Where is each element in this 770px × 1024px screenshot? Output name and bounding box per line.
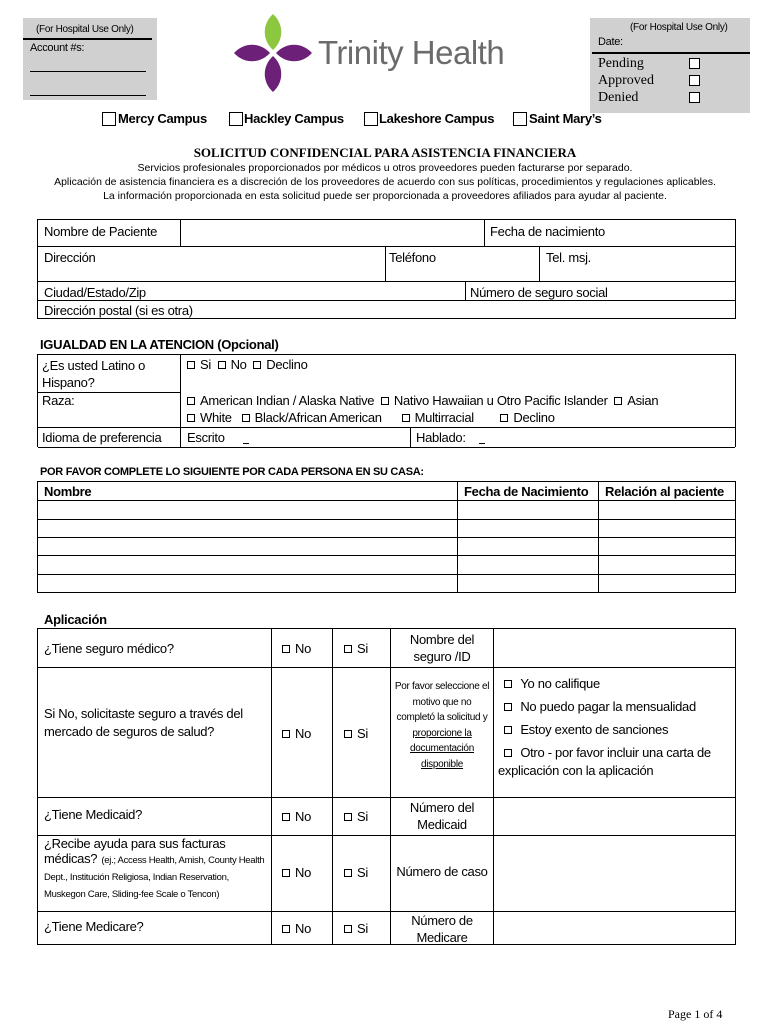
household-row[interactable] (38, 538, 735, 555)
q3-no-option: No (282, 809, 311, 824)
dob-label: Fecha de nacimiento (490, 224, 605, 239)
saint-marys-label: Saint Mary’s (529, 111, 602, 126)
reason-other: Otro - por favor incluir una carta de explicación con la aplicación (498, 745, 711, 778)
insurance-name-id-field[interactable] (494, 629, 735, 667)
race-options-row-1 (187, 393, 658, 408)
race-asian-label: Asian (627, 393, 659, 408)
lakeshore-campus-checkbox[interactable] (364, 112, 378, 126)
city-state-zip-label: Ciudad/Estado/Zip (44, 285, 146, 300)
latino-declino-label: Declino (266, 357, 308, 372)
status-denied: Denied (598, 90, 639, 105)
race-american-indian-checkbox[interactable] (187, 397, 195, 405)
address-label: Dirección (44, 250, 96, 265)
status-pending: Pending (598, 56, 644, 71)
hospital-use-title-right: (For Hospital Use Only) (630, 22, 728, 33)
msg-phone-label: Tel. msj. (546, 250, 591, 265)
latino-si-label: Si (200, 357, 211, 372)
race-multiracial-checkbox[interactable] (402, 414, 410, 422)
q-medicaid: ¿Tiene Medicaid? (44, 807, 143, 822)
latino-si-checkbox[interactable] (187, 361, 195, 369)
date-label: Date: (598, 36, 623, 48)
pending-checkbox[interactable] (689, 58, 700, 69)
case-number-field[interactable] (494, 836, 735, 911)
saint-marys-checkbox[interactable] (513, 112, 527, 126)
language-label: Idioma de preferencia (42, 430, 162, 445)
spoken-field[interactable] (479, 443, 485, 444)
case-number-label: Número de caso (396, 864, 488, 879)
trinity-cross-icon (232, 12, 314, 94)
reason-other-checkbox[interactable] (504, 749, 512, 757)
race-declino-label: Declino (513, 410, 555, 425)
medicare-number-label: Número de Medicare (411, 913, 473, 945)
account-label: Account #s: (30, 42, 85, 54)
q2-si-checkbox[interactable] (344, 730, 352, 738)
race-black-label: Black/African American (254, 410, 382, 425)
header-line-3: La información proporcionada en esta solicitud puede ser proporcionada a proveedores afiliados para ayudar al paciente. (103, 190, 667, 202)
latino-options (187, 357, 308, 372)
household-table (37, 481, 736, 593)
latino-no-checkbox[interactable] (218, 361, 226, 369)
postal-address-label: Dirección postal (si es otra) (44, 303, 193, 318)
race-white-checkbox[interactable] (187, 414, 195, 422)
q5-no-option: No (282, 921, 311, 936)
race-label: Raza: (42, 393, 75, 408)
mercy-campus-checkbox[interactable] (102, 112, 116, 126)
hospital-use-title-left: (For Hospital Use Only) (36, 24, 134, 35)
race-hawaiian-checkbox[interactable] (381, 397, 389, 405)
q2-no-option: No (282, 726, 311, 741)
patient-info-section (37, 219, 736, 319)
household-heading: POR FAVOR COMPLETE LO SIGUIENTE POR CADA PERSONA EN SU CASA: (40, 466, 424, 478)
q-medicare: ¿Tiene Medicare? (44, 919, 144, 934)
form-title: SOLICITUD CONFIDENCIAL PARA ASISTENCIA FINANCIERA (193, 145, 577, 160)
application-table (37, 628, 736, 945)
q4-no-option: No (282, 865, 311, 880)
header-line-1: Servicios profesionales proporcionados por médicos u otros proveedores pueden facturarse por separado. (137, 162, 633, 174)
race-multiracial-label: Multirracial (414, 410, 474, 425)
q3-si-option: Si (344, 809, 368, 824)
hackley-campus-label: Hackley Campus (244, 111, 344, 126)
q4-si-checkbox[interactable] (344, 869, 352, 877)
instructions-text: Por favor seleccione el motivo que no completó la solicitud y (394, 681, 490, 723)
q5-si-option: Si (344, 921, 368, 936)
account-line-2[interactable] (30, 95, 146, 96)
lakeshore-campus-label: Lakeshore Campus (379, 111, 495, 126)
marketplace-instructions (394, 679, 490, 772)
q-health-insurance: ¿Tiene seguro médico? (44, 641, 174, 656)
logo-text: Trinity Health (318, 34, 505, 71)
q-bill-assistance-text: ¿Recibe ayuda para sus facturas médicas? (44, 836, 226, 866)
reason-cannot-pay: No puedo pagar la mensualidad (498, 695, 730, 718)
equality-section (37, 354, 736, 447)
denied-checkbox[interactable] (689, 92, 700, 103)
race-declino-checkbox[interactable] (500, 414, 508, 422)
equality-heading: IGUALDAD EN LA ATENCION (Opcional) (40, 337, 279, 352)
q3-si-checkbox[interactable] (344, 813, 352, 821)
latino-question: ¿Es usted Latino o Hispano? (42, 358, 145, 390)
latino-no-label: No (230, 357, 247, 372)
q4-no-checkbox[interactable] (282, 869, 290, 877)
race-hawaiian-label: Nativo Hawaiian u Otro Pacific Islander (393, 393, 608, 408)
q-bill-assistance-examples: (ej.; Access Health, Amish, County Health Dept., Institución Religiosa, Indian Reservation, Muskegon Care, Sliding-fee Scale o Tencon) (44, 855, 265, 900)
household-col-name: Nombre (44, 484, 92, 499)
race-asian-checkbox[interactable] (614, 397, 622, 405)
page-number: Page 1 of 4 (668, 1007, 723, 1021)
q4-si-option: Si (344, 865, 368, 880)
instructions-underlined: proporcione la documentación disponible (410, 727, 474, 770)
hackley-campus-checkbox[interactable] (229, 112, 243, 126)
patient-name-field[interactable] (181, 220, 483, 246)
race-white-label: White (200, 410, 232, 425)
q-marketplace: Si No, solicitaste seguro a través del mercado de seguros de salud? (44, 706, 243, 739)
written-field[interactable] (243, 443, 249, 444)
q1-no-checkbox[interactable] (282, 645, 290, 653)
medicare-number-field[interactable] (494, 912, 735, 944)
household-row[interactable] (38, 501, 735, 519)
phone-label: Teléfono (389, 250, 436, 265)
household-col-dob: Fecha de Nacimiento (464, 484, 589, 499)
mercy-campus-label: Mercy Campus (118, 111, 207, 126)
spoken-label: Hablado: (416, 430, 466, 445)
medicaid-number-label: Número del Medicaid (409, 800, 475, 832)
reason-cannot-pay-checkbox[interactable] (504, 703, 512, 711)
insurance-name-id-label: Nombre del seguro /ID (409, 632, 475, 664)
latino-declino-checkbox[interactable] (253, 361, 261, 369)
reason-exempt-checkbox[interactable] (504, 726, 512, 734)
q1-si-option: Si (344, 641, 368, 656)
q1-no-option: No (282, 641, 311, 656)
q5-no-checkbox[interactable] (282, 925, 290, 933)
race-options-row-2 (187, 410, 555, 425)
q5-si-checkbox[interactable] (344, 925, 352, 933)
household-row[interactable] (38, 556, 735, 574)
q3-no-checkbox[interactable] (282, 813, 290, 821)
marketplace-reasons (498, 672, 730, 780)
race-black-checkbox[interactable] (242, 414, 250, 422)
q-bill-assistance (44, 836, 266, 902)
written-label: Escrito (187, 430, 225, 445)
q2-no-checkbox[interactable] (282, 730, 290, 738)
medicaid-number-field[interactable] (494, 798, 735, 835)
household-col-relation: Relación al paciente (605, 484, 724, 499)
reason-not-qualify: Yo no califique (498, 672, 730, 695)
trinity-health-logo (232, 12, 522, 94)
header-line-2: Aplicación de asistencia financiera es a discreción de los proveedores de acuerdo con sus políticas, procedimientos y regulaciones aplicables. (54, 176, 716, 188)
approved-checkbox[interactable] (689, 75, 700, 86)
status-approved: Approved (598, 73, 654, 88)
reason-not-qualify-checkbox[interactable] (504, 680, 512, 688)
ssn-label: Número de seguro social (470, 285, 608, 300)
patient-name-label: Nombre de Paciente (44, 224, 158, 239)
household-row[interactable] (38, 575, 735, 592)
q1-si-checkbox[interactable] (344, 645, 352, 653)
application-heading: Aplicación (44, 612, 107, 627)
q2-si-option: Si (344, 726, 368, 741)
household-row[interactable] (38, 520, 735, 537)
account-line-1[interactable] (30, 71, 146, 72)
reason-exempt: Estoy exento de sanciones (498, 718, 730, 741)
race-american-indian-label: American Indian / Alaska Native (200, 393, 375, 408)
